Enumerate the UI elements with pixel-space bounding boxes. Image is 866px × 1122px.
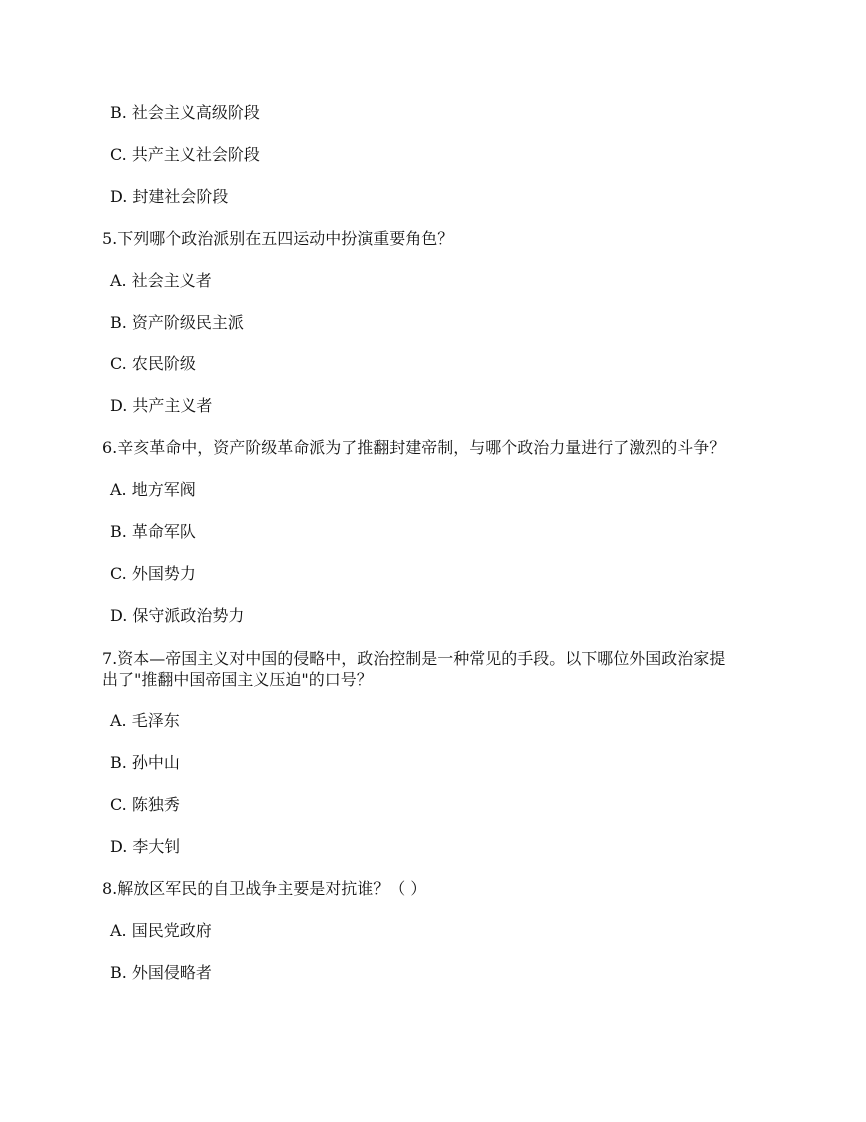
- question-7-continued: 出了"推翻中国帝国主义压迫"的口号？: [102, 670, 373, 689]
- option-a-q5: A. 社会主义者: [110, 271, 212, 290]
- option-b-q8: B. 外国侵略者: [110, 963, 212, 982]
- option-c-q4: C. 共产主义社会阶段: [110, 145, 260, 164]
- question-7: 7.资本—帝国主义对中国的侵略中，政治控制是一种常见的手段。以下哪位外国政治家提: [102, 649, 726, 668]
- option-d-q6: D. 保守派政治势力: [110, 606, 245, 625]
- question-6: 6.辛亥革命中，资产阶级革命派为了推翻封建帝制，与哪个政治力量进行了激烈的斗争？: [102, 438, 726, 457]
- option-b-q5: B. 资产阶级民主派: [110, 313, 244, 332]
- option-c-q5: C. 农民阶级: [110, 354, 196, 373]
- option-a-q7: A. 毛泽东: [110, 711, 180, 730]
- option-d-q7: D. 李大钊: [110, 837, 181, 856]
- option-a-q8: A. 国民党政府: [110, 921, 212, 940]
- option-b-q6: B. 革命军队: [110, 522, 196, 541]
- question-8: 8.解放区军民的自卫战争主要是对抗谁？（ ）: [102, 879, 427, 898]
- option-d-q4: D. 封建社会阶段: [110, 187, 229, 206]
- question-5: 5.下列哪个政治派别在五四运动中扮演重要角色？: [102, 229, 454, 248]
- option-b-q4: B. 社会主义高级阶段: [110, 103, 260, 122]
- option-b-q7: B. 孙中山: [110, 753, 180, 772]
- option-c-q6: C. 外国势力: [110, 564, 196, 583]
- option-c-q7: C. 陈独秀: [110, 795, 180, 814]
- option-d-q5: D. 共产主义者: [110, 396, 213, 415]
- option-a-q6: A. 地方军阀: [110, 480, 196, 499]
